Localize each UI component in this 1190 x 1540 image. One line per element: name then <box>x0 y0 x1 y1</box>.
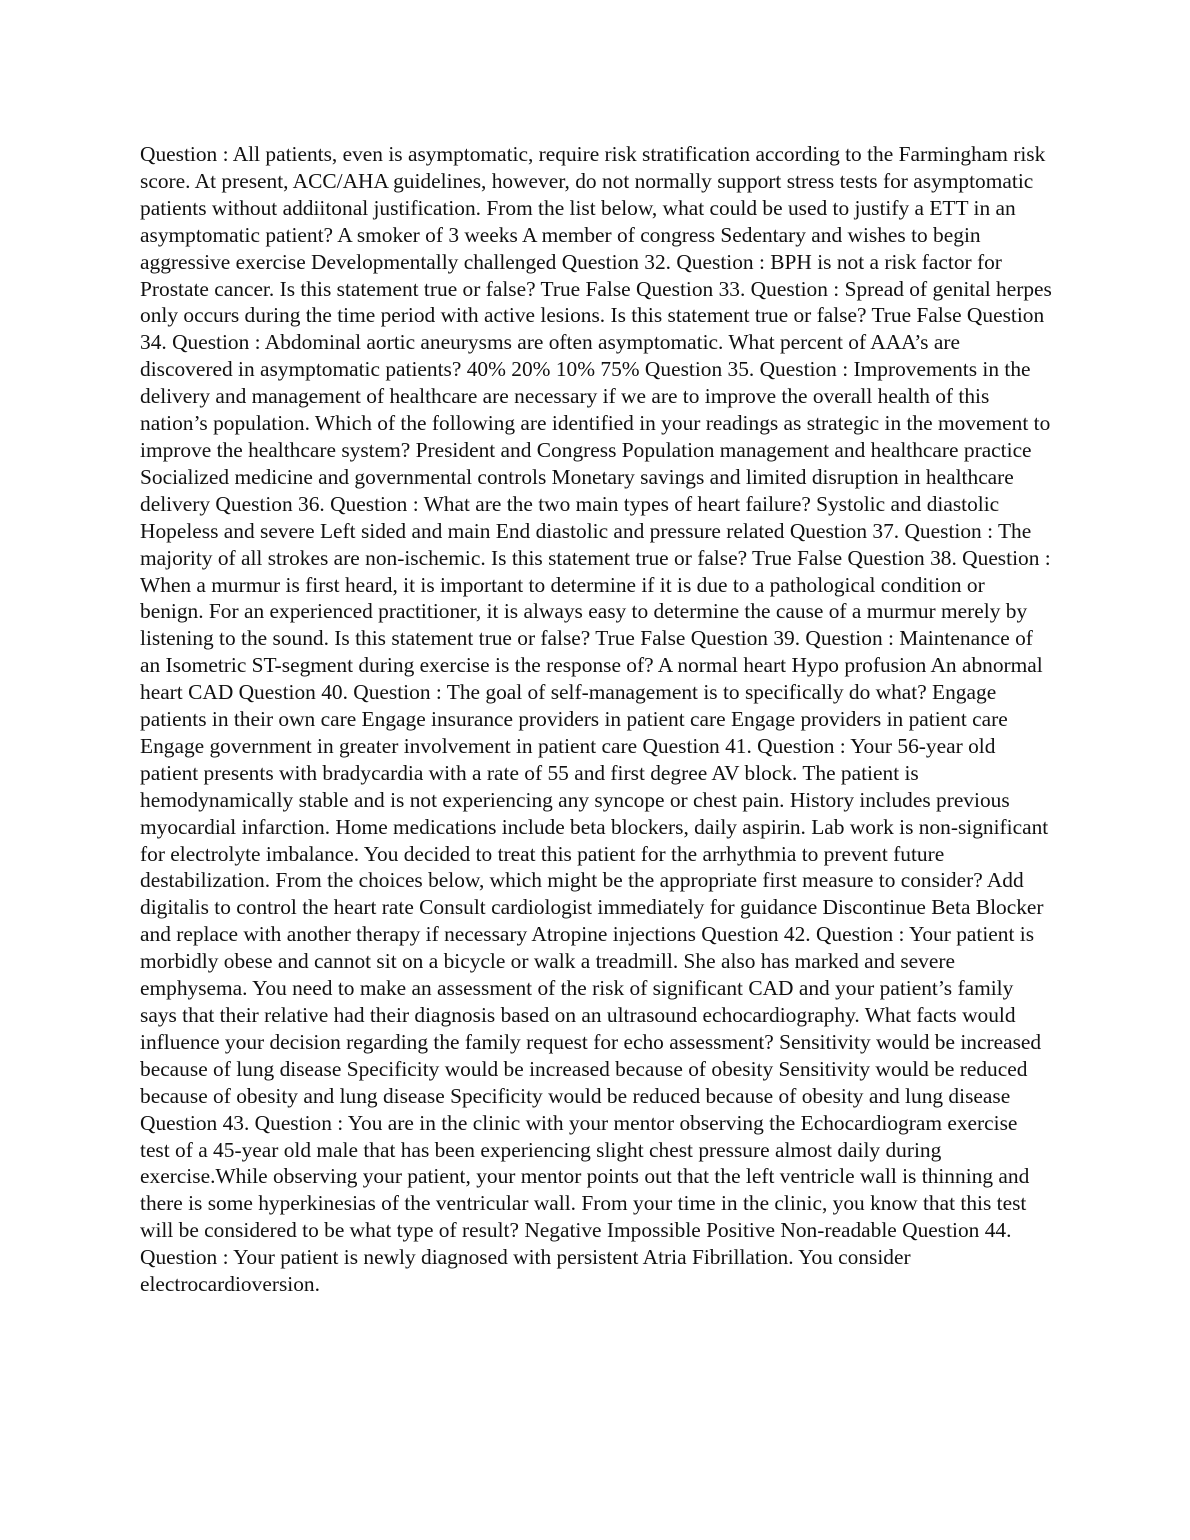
body-paragraph: Question : All patients, even is asymptomatic, require risk stratification according to the Farmingham risk score. At present, ACC/AHA guidelines, however, do not normally support stress tests for asymptomatic patients without addiitonal justification. From the list below, what could be used to justify a ETT in an asymptomatic patient? A smoker of 3 weeks A member of congress Sedentary and wishes to begin aggressive exercise Developmentally challenged Question 32. Question : BPH is not a risk factor for Prostate cancer. Is this statement true or false? True False Question 33. Question : Spread of genital herpes only occurs during the time period with active lesions. Is this statement true or false? True False Question 34. Question : Abdominal aortic aneurysms are often asymptomatic. What percent of AAA’s are discovered in asymptomatic patients? 40% 20% 10% 75% Question 35. Question : Improvements in the delivery and management of healthcare are necessary if we are to improve the overall health of this nation’s population. Which of the following are identified in your readings as strategic in the movement to improve the healthcare system? President and Congress Population management and healthcare practice Socialized medicine and governmental controls Monetary savings and limited disruption in healthcare delivery Question 36. Question : What are the two main types of heart failure? Systolic and diastolic Hopeless and severe Left sided and main End diastolic and pressure related Question 37. Question : The majority of all strokes are non-ischemic. Is this statement true or false? True False Question 38. Question : When a murmur is first heard, it is important to determine if it is due to a pathological condition or benign. For an experienced practitioner, it is always easy to determine the cause of a murmur merely by listening to the sound. Is this statement true or false? True False Question 39. Question : Maintenance of an Isometric ST-segment during exercise is the response of? A normal heart Hypo profusion An abnormal heart CAD Question 40. Question : The goal of self-management is to specifically do what? Engage patients in their own care Engage insurance providers in patient care Engage providers in patient care Engage government in greater involvement in patient care Question 41. Question : Your 56-year old patient presents with bradycardia with a rate of 55 and first degree AV block. The patient is hemodynamically stable and is not experiencing any syncope or chest pain. History includes previous myocardial infarction. Home medications include beta blockers, daily aspirin. Lab work is non-significant for electrolyte imbalance. You decided to treat this patient for the arrhythmia to prevent future destabilization. From the choices below, which might be the appropriate first measure to consider? Add digitalis to control the heart rate Consult cardiologist immediately for guidance Discontinue Beta Blocker and replace with another therapy if necessary Atropine injections Question 42. Question : Your patient is morbidly obese and cannot sit on a bicycle or walk a treadmill. She also has marked and severe emphysema. You need to make an assessment of the risk of significant CAD and your patient’s family says that their relative had their diagnosis based on an ultrasound echocardiography. What facts would influence your decision regarding the family request for echo assessment? Sensitivity would be increased because of lung disease Specificity would be increased because of obesity Sensitivity would be reduced because of obesity and lung disease Specificity would be reduced because of obesity and lung disease Question 43. Question : You are in the clinic with your mentor observing the Echocardiogram exercise test of a 45-year old male that has been experiencing slight chest pressure almost daily during exercise.While observing your patient, your mentor points out that the left ventricle wall is thinning and there is some hyperkinesias of the ventricular wall. From your time in the clinic, you know that this test will be considered to be what type of result? Negative Impossible Positive Non-readable Question 44. Question : Your patient is newly diagnosed with persistent Atria Fibrillation. You consider electrocardioversion. <box>140 142 1052 1297</box>
